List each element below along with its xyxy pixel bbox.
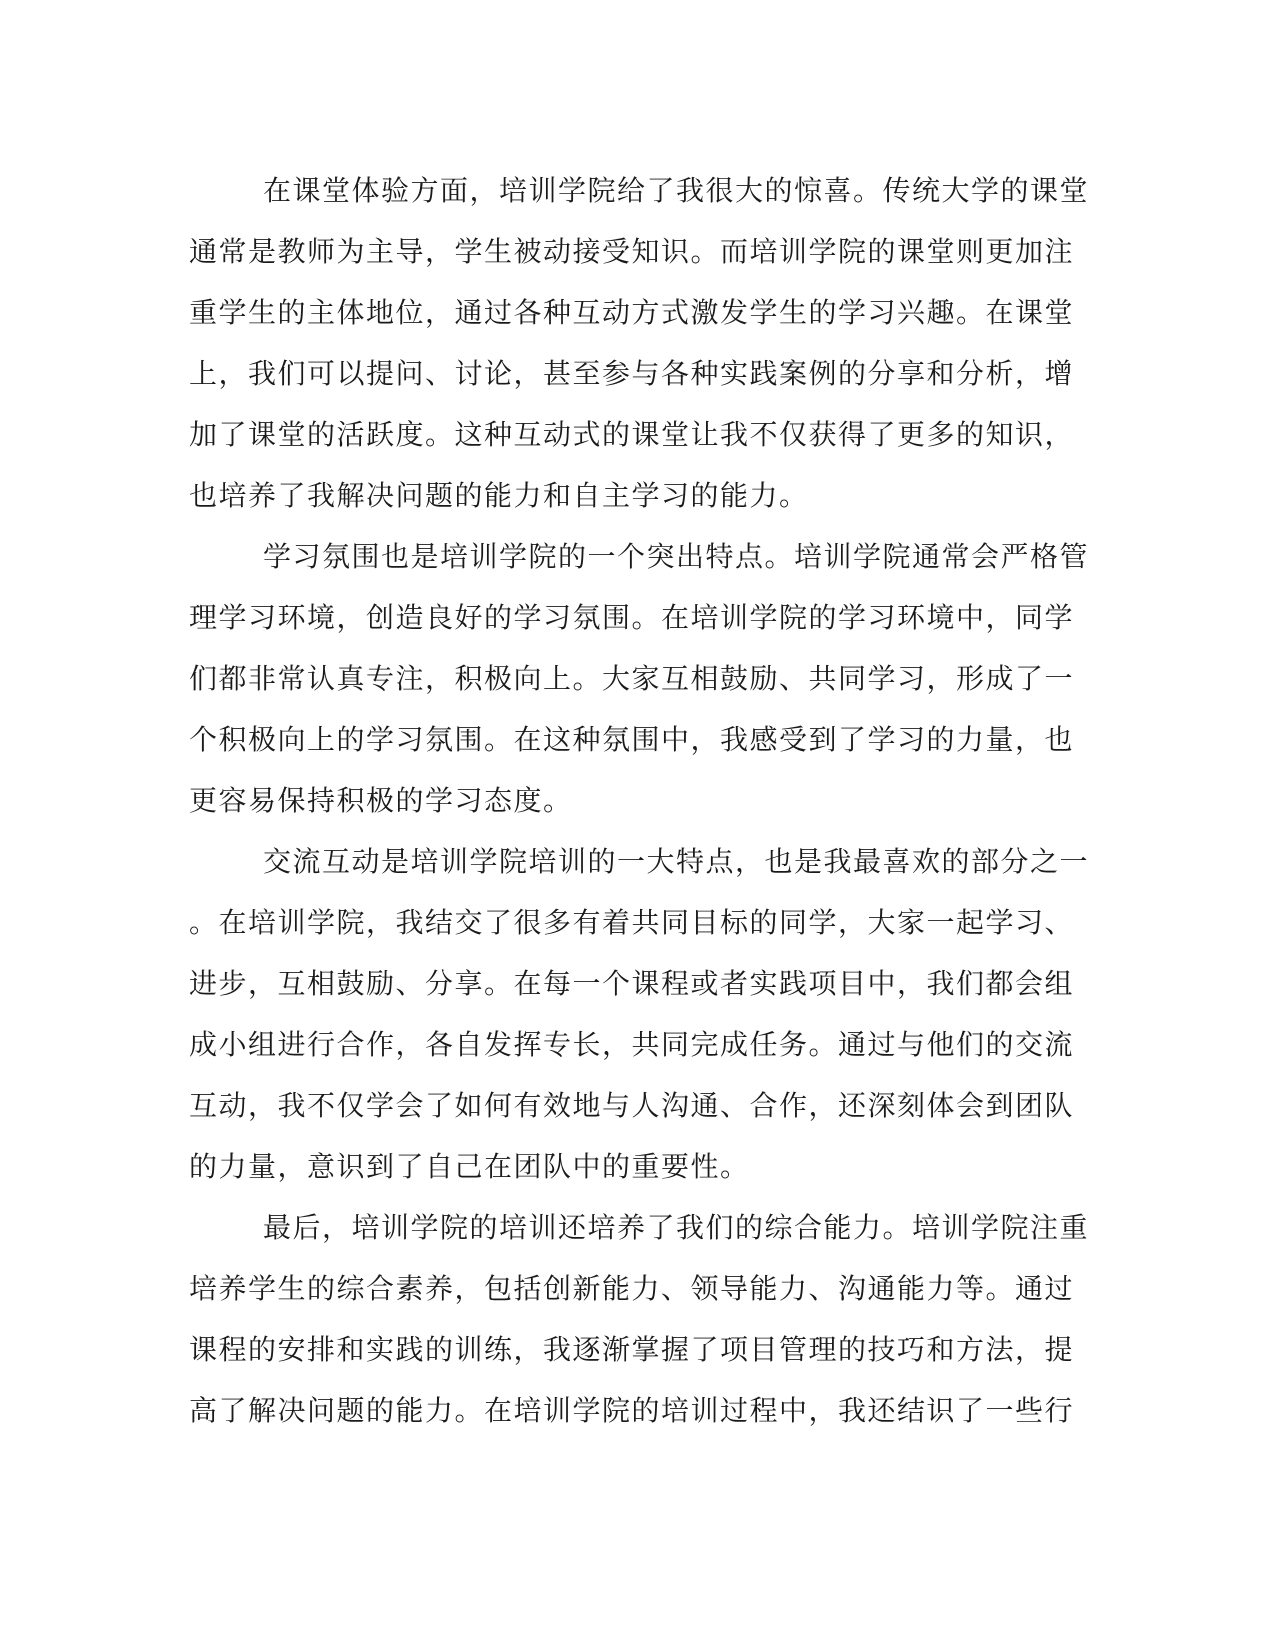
text-line: 最后，培训学院的培训还培养了我们的综合能力。培训学院注重: [263, 1211, 1090, 1244]
text-line: 成小组进行合作，各自发挥专长，共同完成任务。通过与他们的交流: [189, 1028, 1075, 1061]
text-line: 也培养了我解决问题的能力和自主学习的能力。: [189, 479, 809, 512]
text-line: 。在培训学院，我结交了很多有着共同目标的同学，大家一起学习、: [189, 906, 1075, 939]
text-line: 高了解决问题的能力。在培训学院的培训过程中，我还结识了一些行: [189, 1394, 1075, 1427]
text-line: 课程的安排和实践的训练，我逐渐掌握了项目管理的技巧和方法，提: [189, 1333, 1075, 1366]
text-line: 个积极向上的学习氛围。在这种氛围中，我感受到了学习的力量，也: [189, 723, 1075, 756]
text-line: 在课堂体验方面，培训学院给了我很大的惊喜。传统大学的课堂: [263, 174, 1090, 207]
text-line: 通常是教师为主导，学生被动接受知识。而培训学院的课堂则更加注: [189, 235, 1075, 268]
paragraph-comprehensive-ability: [189, 1197, 1089, 1441]
text-line: 重学生的主体地位，通过各种互动方式激发学生的学习兴趣。在课堂: [189, 296, 1075, 329]
text-line: 进步，互相鼓励、分享。在每一个课程或者实践项目中，我们都会组: [189, 967, 1075, 1000]
document-body: [189, 160, 1089, 1441]
text-line: 交流互动是培训学院培训的一大特点，也是我最喜欢的部分之一: [263, 845, 1090, 878]
text-line: 们都非常认真专注，积极向上。大家互相鼓励、共同学习，形成了一: [189, 662, 1075, 695]
text-line: 互动，我不仅学会了如何有效地与人沟通、合作，还深刻体会到团队: [189, 1089, 1075, 1122]
text-line: 上，我们可以提问、讨论，甚至参与各种实践案例的分享和分析，增: [189, 357, 1075, 390]
text-line: 的力量，意识到了自己在团队中的重要性。: [189, 1150, 750, 1183]
text-line: 学习氛围也是培训学院的一个突出特点。培训学院通常会严格管: [263, 540, 1090, 573]
text-line: 培养学生的综合素养，包括创新能力、领导能力、沟通能力等。通过: [189, 1272, 1075, 1305]
text-line: 加了课堂的活跃度。这种互动式的课堂让我不仅获得了更多的知识，: [189, 418, 1075, 451]
text-line: 理学习环境，创造良好的学习氛围。在培训学院的学习环境中，同学: [189, 601, 1075, 634]
text-line: 更容易保持积极的学习态度。: [189, 784, 573, 817]
paragraph-classroom-experience: [189, 160, 1089, 526]
paragraph-interaction: [189, 831, 1089, 1197]
paragraph-learning-atmosphere: [189, 526, 1089, 831]
